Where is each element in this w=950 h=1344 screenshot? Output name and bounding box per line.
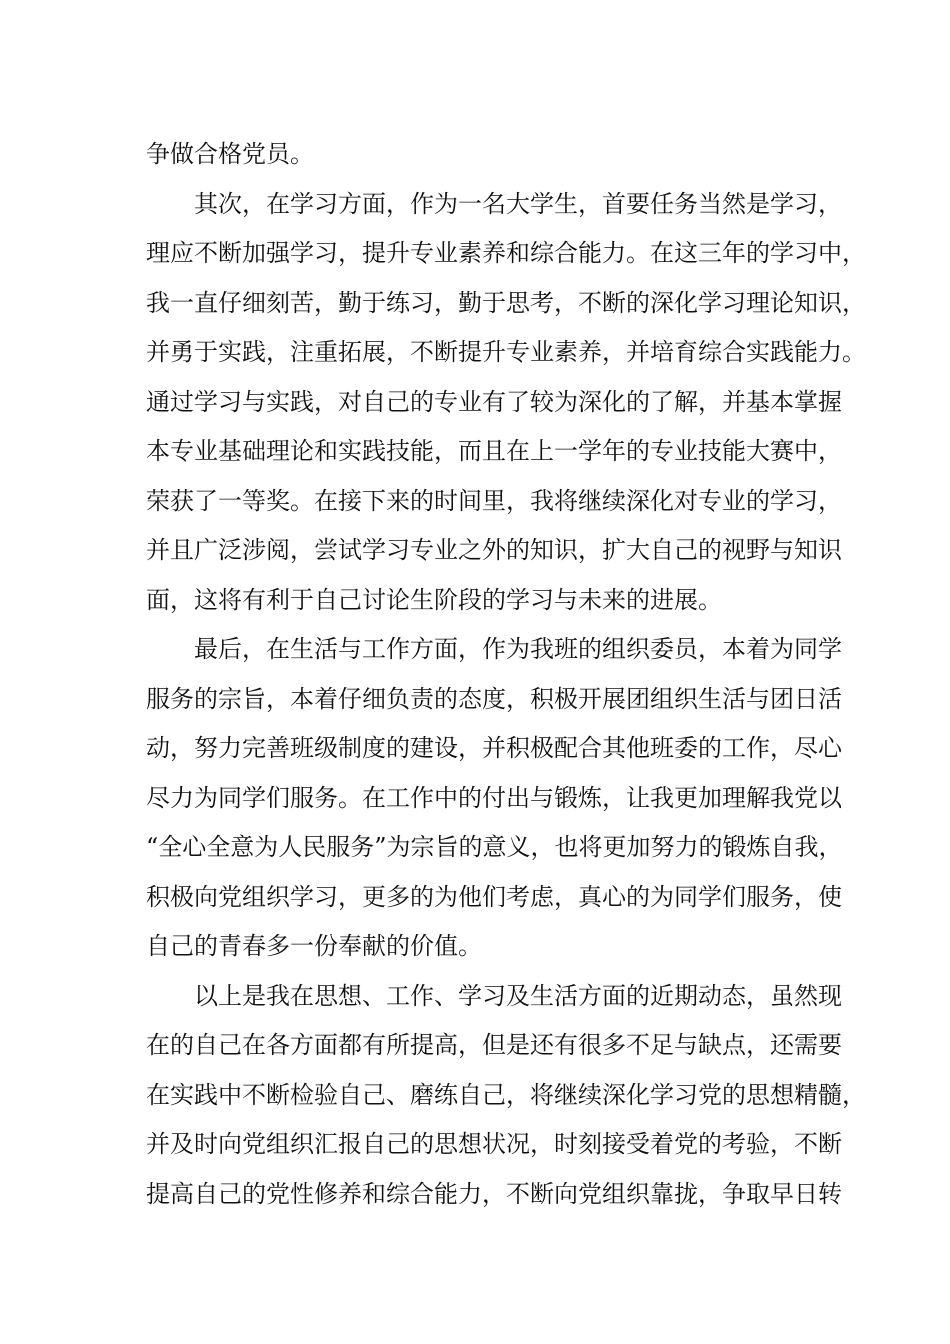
text-line: 本专业基础理论和实践技能，而且在上一学年的专业技能大赛中， xyxy=(146,437,842,465)
text-line: 在实践中不断检验自己、磨练自己，将继续深化学习党的思想精髓， xyxy=(146,1080,866,1109)
text-line: 理应不断加强学习，提升专业素养和综合能力。在这三年的学习中， xyxy=(146,239,866,267)
paragraph-start-line: 其次，在学习方面，作为一名大学生，首要任务当然是学习， xyxy=(194,189,842,218)
text-line: 提高自己的党性修养和综合能力，不断向党组织靠拢，争取早日转 xyxy=(146,1179,842,1208)
text-line: 争做合格党员。 xyxy=(146,140,314,168)
text-line: 通过学习与实践，对自己的专业有了较为深化的了解，并基本掌握 xyxy=(146,387,842,416)
text-line: 尽力为同学们服务。在工作中的付出与锻炼，让我更加理解我党以 xyxy=(146,783,842,812)
text-line: 并且广泛涉阅，尝试学习专业之外的知识，扩大自己的视野与知识 xyxy=(146,536,842,564)
text-line: 自己的青春多一份奉献的价值。 xyxy=(146,932,482,960)
document-body xyxy=(146,130,866,1219)
paragraph-start-line: 最后，在生活与工作方面，作为我班的组织委员，本着为同学 xyxy=(194,635,842,663)
text-line: 并及时向党组织汇报自己的思想状况，时刻接受着党的考验，不断 xyxy=(146,1130,842,1158)
text-line: “全心全意为人民服务”为宗旨的意义，也将更加努力的锻炼自我， xyxy=(146,833,843,861)
text-line: 动，努力完善班级制度的建设，并积极配合其他班委的工作，尽心 xyxy=(146,734,842,762)
text-line: 在的自己在各方面都有所提高，但是还有很多不足与缺点，还需要 xyxy=(146,1031,842,1059)
text-line: 服务的宗旨，本着仔细负责的态度，积极开展团组织生活与团日活 xyxy=(146,684,842,713)
text-line: 积极向党组织学习，更多的为他们考虑，真心的为同学们服务，使 xyxy=(146,882,842,911)
text-line: 并勇于实践，注重拓展，不断提升专业素养，并培育综合实践能力。 xyxy=(146,338,866,366)
text-line: 我一直仔细刻苦，勤于练习，勤于思考，不断的深化学习理论知识， xyxy=(146,288,866,317)
paragraph-start-line: 以上是我在思想、工作、学习及生活方面的近期动态，虽然现 xyxy=(194,981,842,1010)
text-line: 荣获了一等奖。在接下来的时间里，我将继续深化对专业的学习， xyxy=(146,486,842,515)
text-line: 面，这将有利于自己讨论生阶段的学习与未来的进展。 xyxy=(146,585,722,614)
